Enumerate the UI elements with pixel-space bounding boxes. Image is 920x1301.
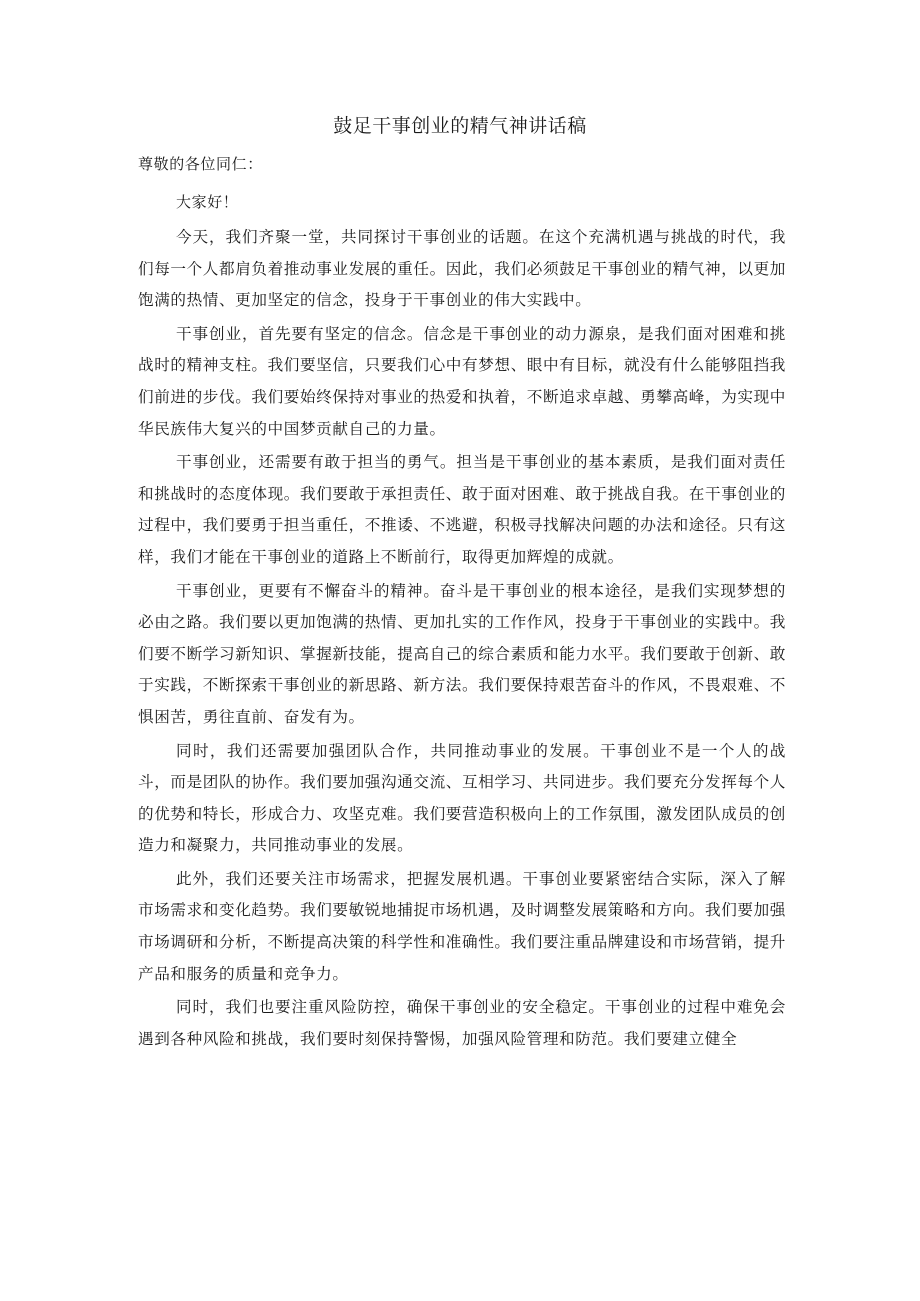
paragraph: 今天，我们齐聚一堂，共同探讨干事创业的话题。在这个充满机遇与挑战的时代，我们每一个人都肩负着推动事业发展的重任。因此，我们必须鼓足干事创业的精气神，以更加饱满的热情、更加坚定的信念，投身于干事创业的伟大实践中。 — [138, 228, 786, 310]
document-body — [138, 222, 786, 1057]
paragraph: 同时，我们也要注重风险防控，确保干事创业的安全稳定。干事创业的过程中难免会遇到各种风险和挑战，我们要时刻保持警惕，加强风险管理和防范。我们要建立健全 — [138, 998, 786, 1048]
paragraph: 干事创业，还需要有敢于担当的勇气。担当是干事创业的基本素质，是我们面对责任和挑战时的态度体现。我们要敢于承担责任、敢于面对困难、敢于挑战自我。在干事创业的过程中，我们要勇于担当重任，不推诿、不逃避，积极寻找解决问题的办法和途径。只有这样，我们才能在干事创业的道路上不断前行，取得更加辉煌的成就。 — [138, 453, 786, 566]
greeting: 大家好！ — [176, 193, 239, 211]
paragraph: 同时，我们还需要加强团队合作，共同推动事业的发展。干事创业不是一个人的战斗，而是团队的协作。我们要加强沟通交流、互相学习、共同进步。我们要充分发挥每个人的优势和特长，形成合力、攻坚克难。我们要营造积极向上的工作氛围，激发团队成员的创造力和凝聚力，共同推动事业的发展。 — [138, 741, 786, 855]
document-title: 鼓足干事创业的精气神讲话稿 — [333, 115, 587, 137]
paragraph: 干事创业，首先要有坚定的信念。信念是干事创业的动力源泉，是我们面对困难和挑战时的精神支柱。我们要坚信，只要我们心中有梦想、眼中有目标，就没有什么能够阻挡我们前进的步伐。我们要始终保持对事业的热爱和执着，不断追求卓越、勇攀高峰，为实现中华民族伟大复兴的中国梦贡献自己的力量。 — [138, 324, 786, 438]
paragraph: 此外，我们还要关注市场需求，把握发展机遇。干事创业要紧密结合实际，深入了解市场需求和变化趋势。我们要敏锐地捕捉市场机遇，及时调整发展策略和方向。我们要加强市场调研和分析，不断提高决策的科学性和准确性。我们要注重品牌建设和市场营销，提升产品和服务的质量和竞争力。 — [138, 869, 786, 983]
salutation: 尊敬的各位同仁： — [138, 155, 263, 173]
paragraph: 干事创业，更要有不懈奋斗的精神。奋斗是干事创业的根本途径，是我们实现梦想的必由之路。我们要以更加饱满的热情、更加扎实的工作作风，投身于干事创业的实践中。我们要不断学习新知识、掌握新技能，提高自己的综合素质和能力水平。我们要敢于创新、敢于实践，不断探索干事创业的新思路、新方法。我们要保持艰苦奋斗的作风，不畏艰难、不惧困苦，勇往直前、奋发有为。 — [138, 581, 786, 726]
